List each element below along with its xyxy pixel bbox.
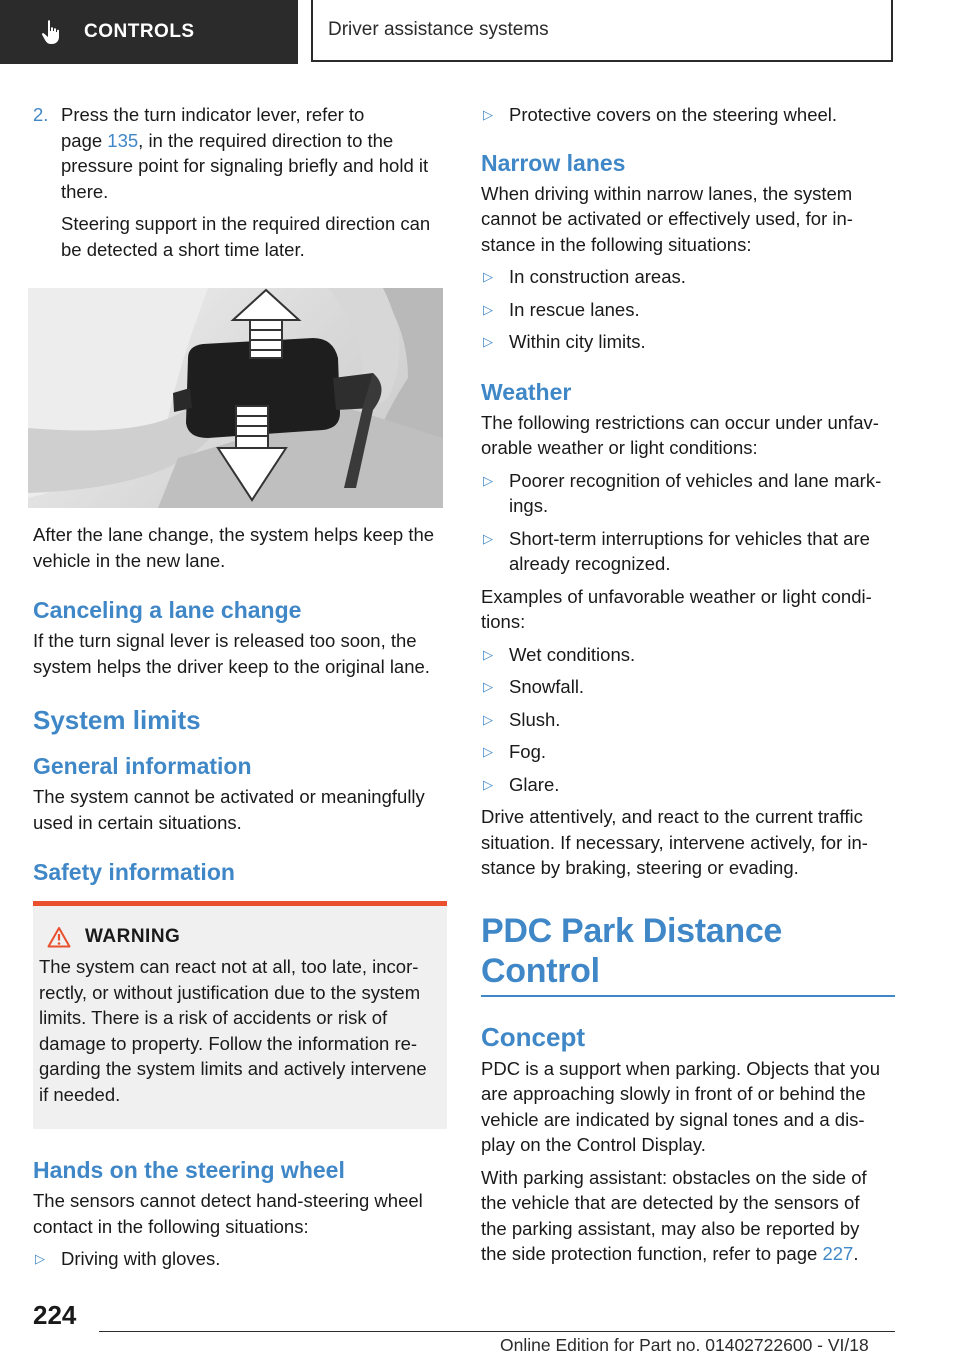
step-number: 2. (33, 104, 49, 125)
heading-system-limits: System limits (33, 705, 201, 735)
heading-canceling-lane-change: Canceling a lane change (33, 597, 302, 623)
heading-concept: Concept (481, 1021, 585, 1052)
list-item-text-line: already recognized. (509, 553, 671, 574)
body-text-line: play on the Control Display. (481, 1134, 706, 1155)
list-item (481, 526, 895, 577)
warning-text-line: damage to property. Follow the information re- (39, 1032, 418, 1054)
warning-text-line: limits. There is a risk of accidents or risk of (39, 1007, 388, 1028)
body-text-line: cannot be activated or effectively used, for in- (481, 208, 853, 229)
list-item (33, 1246, 447, 1272)
list-item (481, 297, 895, 323)
list-item-text-line: Poorer recognition of vehicles and lane mark- (509, 469, 882, 491)
list-item-text: Snowfall. (509, 676, 585, 697)
body-text-line: After the lane change, the system helps keep the (33, 524, 435, 545)
body-text-line: The following restrictions can occur under unfav- (481, 411, 879, 433)
body-text-line: With parking assistant: obstacles on the side of (481, 1166, 867, 1188)
heading-hands-on-steering-wheel: Hands on the steering wheel (33, 1157, 345, 1183)
bullet-triangle-icon: ▷ (483, 711, 493, 727)
warning-triangle-icon (47, 926, 71, 948)
right-column (481, 102, 895, 1267)
body-text-line: the vehicle that are detected by the sensors of (481, 1192, 860, 1213)
chapter-title: Driver assistance systems (328, 19, 549, 40)
body-text-line: The sensors cannot detect hand-steering wheel (33, 1190, 423, 1211)
list-item-text: In rescue lanes. (509, 298, 640, 320)
bullet-triangle-icon: ▷ (483, 530, 493, 546)
list-item-text (509, 526, 895, 577)
warning-text-line: The system can react not at all, too late, incor- (39, 956, 419, 977)
edition-text: Online Edition for Part no. 01402722600 - VI/18 (500, 1335, 869, 1355)
page-number: 224 (33, 1300, 77, 1330)
body-text-line: tions: (481, 611, 526, 632)
bullet-triangle-icon: ▷ (483, 107, 493, 122)
list-item (481, 468, 895, 519)
bullet-triangle-icon: ▷ (483, 744, 493, 759)
bullet-triangle-icon: ▷ (35, 1251, 45, 1266)
step-text-line: page (61, 129, 108, 151)
section-title: CONTROLS (84, 21, 195, 42)
body-text-line: used in certain situations. (33, 811, 242, 833)
list-item-text: Protective covers on the steering wheel. (509, 104, 838, 125)
body-text-line: If the turn signal lever is released too soon, the (33, 630, 417, 651)
body-text-line: contact in the following situations: (33, 1215, 309, 1237)
body-text-line: stance in the following situations: (481, 233, 752, 255)
hand-icon (40, 19, 64, 45)
list-item (481, 674, 895, 700)
step-text-line: be detected a short time later. (61, 238, 305, 260)
body-text-line: the side protection function, refer to page (481, 1243, 823, 1264)
body-text-line: the parking assistant, may also be reported by (481, 1217, 860, 1239)
heading-weather: Weather (481, 378, 572, 405)
footer-divider (99, 1331, 895, 1332)
heading-safety-information: Safety information (33, 859, 235, 885)
body-text-line: are approaching slowly in front of or behind the (481, 1083, 866, 1104)
body-text-line: Drive attentively, and react to the current traffic (481, 806, 863, 827)
warning-text-line: garding the system limits and actively intervene (39, 1058, 427, 1079)
step-text-line: Steering support in the required direction can (61, 213, 431, 234)
step-text-line: , in the required direction to the (138, 129, 394, 151)
lever-drawing (28, 288, 443, 508)
list-item (481, 264, 895, 290)
page-link-135[interactable]: 135 (107, 129, 139, 151)
list-item (481, 707, 895, 733)
body-text-line: orable weather or light conditions: (481, 437, 758, 458)
bullet-triangle-icon: ▷ (483, 269, 493, 284)
body-text-line: . (853, 1243, 859, 1264)
bullet-triangle-icon: ▷ (483, 334, 493, 349)
body-text-line: situation. If necessary, intervene actively, for in- (481, 831, 868, 853)
body-text-line: system helps the driver keep to the original lane. (33, 655, 430, 677)
warning-box (33, 901, 447, 1129)
body-text-line: PDC is a support when parking. Objects that you (481, 1057, 880, 1079)
body-text-line: vehicle in the new lane. (33, 549, 226, 571)
body-text-line: Examples of unfavorable weather or light condi- (481, 585, 872, 607)
body-text-line: vehicle are indicated by signal tones and a dis- (481, 1108, 865, 1130)
bullet-triangle-icon: ▷ (483, 646, 493, 662)
warning-title (39, 926, 437, 948)
list-item-text: Slush. (509, 708, 561, 730)
list-item-text-line: ings. (509, 495, 549, 516)
bullet-triangle-icon: ▷ (483, 472, 493, 488)
warning-text-line: if needed. (39, 1083, 121, 1105)
warning-label: WARNING (85, 926, 181, 947)
list-item-text: Glare. (509, 773, 560, 795)
bullet-triangle-icon: ▷ (483, 679, 493, 694)
page-link-227[interactable]: 227 (822, 1243, 854, 1264)
list-item-text (509, 468, 895, 519)
step-text-line: pressure point for signaling briefly and hold it (61, 155, 429, 176)
bullet-triangle-icon: ▷ (483, 301, 493, 317)
list-item (481, 772, 895, 798)
heading-underline (481, 995, 895, 997)
list-item-text: Driving with gloves. (61, 1248, 221, 1269)
list-item-text: Wet conditions. (509, 643, 636, 665)
left-column (33, 102, 447, 1272)
body-text-line: stance by braking, steering or evading. (481, 857, 799, 878)
list-item-text-line: Short-term interruptions for vehicles that are (509, 527, 870, 549)
chapter-tab (311, 0, 893, 62)
list-item (481, 102, 895, 128)
list-item-text: Within city limits. (509, 331, 646, 352)
step-text-line: there. (61, 180, 109, 202)
turn-indicator-lever-illustration (28, 288, 443, 508)
list-item-text: In construction areas. (509, 266, 686, 287)
section-tab (0, 0, 298, 64)
step-text-line: Press the turn indicator lever, refer to (61, 104, 365, 125)
list-item (481, 739, 895, 765)
list-item (481, 329, 895, 355)
warning-text-line: rectly, or without justification due to the system (39, 981, 421, 1003)
body-text-line: The system cannot be activated or meaningfully (33, 786, 425, 807)
heading-general-information: General information (33, 753, 252, 779)
list-item (481, 642, 895, 668)
bullet-triangle-icon: ▷ (483, 776, 493, 792)
list-item-text: Fog. (509, 741, 547, 762)
heading-narrow-lanes: Narrow lanes (481, 149, 626, 176)
step-2 (33, 102, 447, 262)
body-text-line: When driving within narrow lanes, the system (481, 182, 853, 204)
heading-pdc-park-distance-control: PDC Park Distance Control (481, 911, 783, 990)
